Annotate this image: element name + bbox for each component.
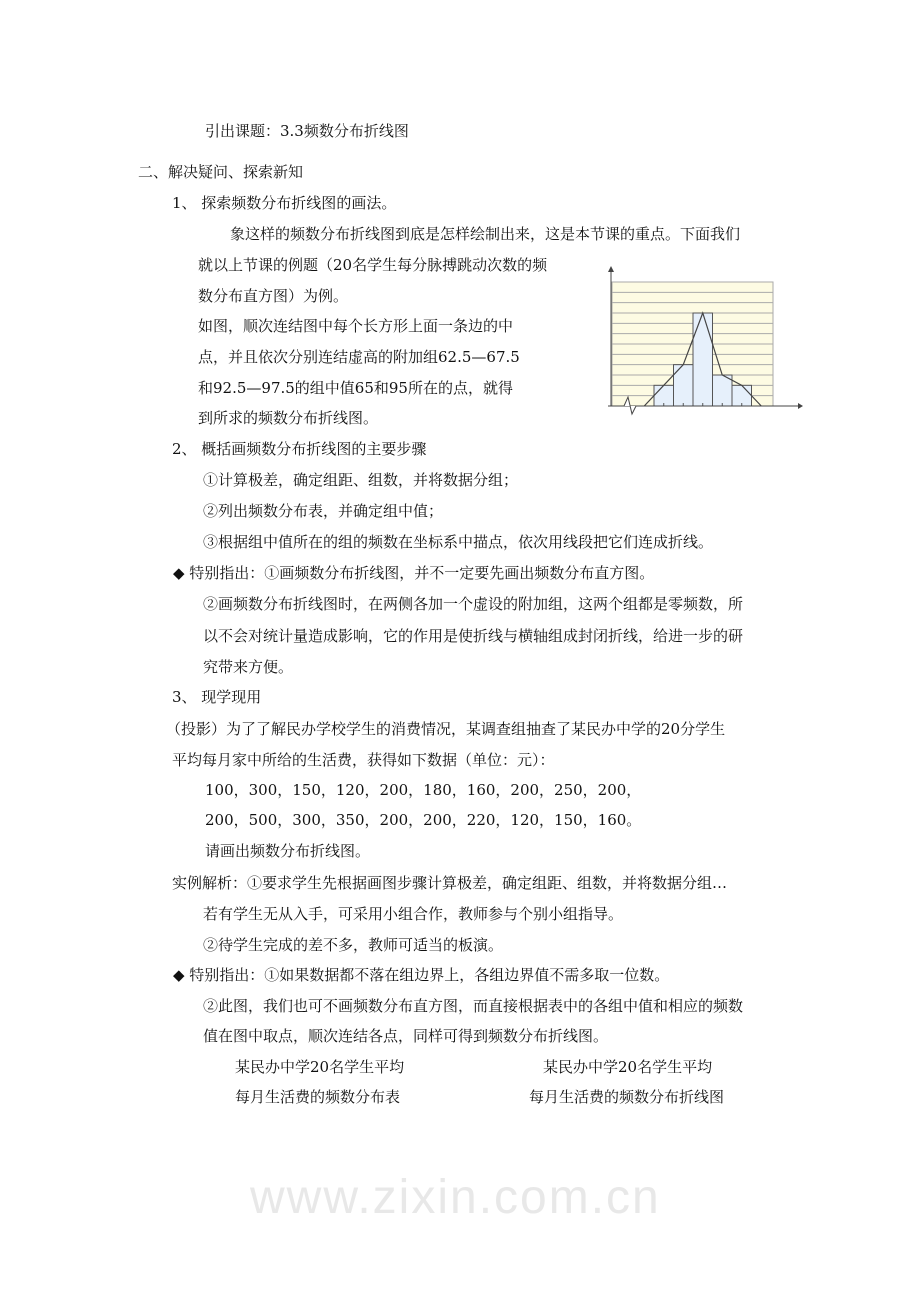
watermark: www.zixin.com.cn [250, 1171, 661, 1224]
text-line: ②待学生完成的差不多，教师可适当的板演。 [203, 936, 504, 954]
text-line: （投影）为了了解民办学校学生的消费情况，某调查组抽查了某民办中学的20分学生 [166, 720, 726, 738]
text-line: 数分布直方图）为例。 [198, 287, 349, 305]
data-line: 200，500，300，350，200，200，220，120，150，160。 [205, 811, 642, 829]
subheading: 1、 探索频数分布折线图的画法。 [172, 194, 397, 212]
histogram-bar [674, 365, 694, 406]
text-line: 若有学生无从入手，可采用小组合作，教师参与个别小组指导。 [203, 905, 624, 923]
text-line: ②画频数分布折线图时，在两侧各加一个虚设的附加组，这两个组都是零频数，所 [203, 595, 744, 613]
text-line: 以不会对统计量造成影响，它的作用是使折线与横轴组成封闭折线，给进一步的研 [203, 627, 744, 645]
text-line: 到所求的频数分布折线图。 [198, 409, 379, 427]
text-line: 就以上节课的例题（20名学生每分脉搏跳动次数的频 [198, 256, 548, 274]
heading: 二、解决疑问、探索新知 [138, 163, 304, 181]
text-line: 和92.5—97.5的组中值65和95所在的点，就得 [198, 379, 513, 397]
histogram-bar [732, 385, 752, 406]
subheading: 2、 概括画频数分布折线图的主要步骤 [172, 440, 427, 458]
x-axis-arrow [798, 403, 803, 409]
text-line: ②列出频数分布表，并确定组中值； [203, 502, 444, 520]
text-line: ①计算极差，确定组距、组数，并将数据分组； [203, 471, 519, 489]
histogram-bar [654, 385, 674, 406]
text-line: ②此图，我们也可不画频数分布直方图，而直接根据表中的各组中值和相应的频数 [203, 997, 744, 1015]
chart-caption: 某民办中学20名学生平均 [543, 1058, 713, 1076]
data-line: 100，300，150，120，200，180，160，200，250，200， [205, 781, 642, 799]
text-line: 实例解析：①要求学生先根据画图步骤计算极差，确定组距、组数，并将数据分组… [172, 874, 728, 892]
text-line: 值在图中取点，顺次连结各点，同样可得到频数分布折线图。 [203, 1027, 609, 1045]
text-line: ◆ 特别指出：①如果数据都不落在组边界上，各组边界值不需多取一位数。 [173, 966, 670, 984]
histogram-figure [598, 266, 803, 416]
chart-caption: 每月生活费的频数分布折线图 [529, 1088, 725, 1106]
text-line: 引出课题：3.3频数分布折线图 [205, 122, 409, 140]
text-line: 象这样的频数分布折线图到底是怎样绘制出来，这是本节课的重点。下面我们 [230, 225, 741, 243]
table-caption: 某民办中学20名学生平均 [235, 1058, 405, 1076]
text-line: ③根据组中值所在的组的频数在坐标系中描点，依次用线段把它们连成折线。 [203, 533, 714, 551]
text-line: 究带来方便。 [203, 658, 294, 676]
text-line: 平均每月家中所给的生活费，获得如下数据（单位：元）： [172, 751, 555, 769]
histogram-bar [693, 313, 713, 406]
histogram-bar [713, 375, 733, 406]
subheading: 3、 现学现用 [172, 688, 262, 706]
y-axis-arrow [608, 266, 614, 272]
text-line: 如图，顺次连结图中每个长方形上面一条边的中 [198, 317, 514, 335]
text-line: 点，并且依次分别连结虚高的附加组62.5—67.5 [198, 348, 520, 366]
text-line: ◆ 特别指出：①画频数分布折线图，并不一定要先画出频数分布直方图。 [173, 564, 655, 582]
text-line: 请画出频数分布折线图。 [205, 842, 371, 860]
table-caption: 每月生活费的频数分布表 [235, 1088, 401, 1106]
